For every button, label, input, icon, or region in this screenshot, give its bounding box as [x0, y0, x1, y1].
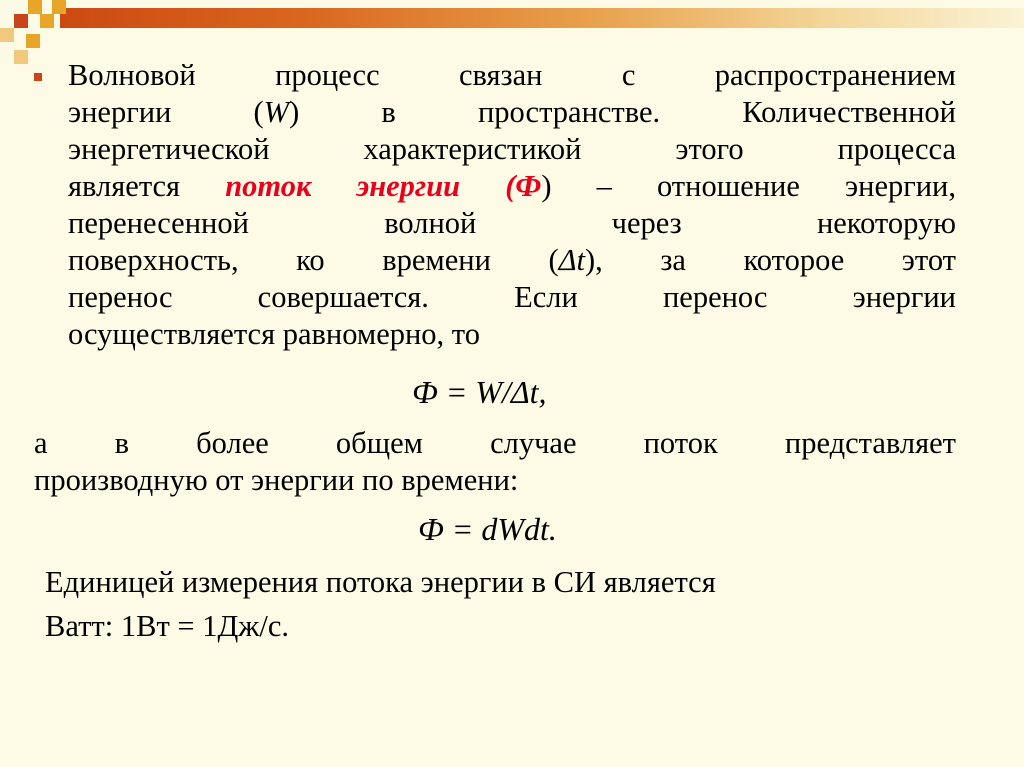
highlight-term: поток энергии (Ф [225, 169, 542, 203]
header-decoration-bar [60, 8, 1024, 28]
paragraph-energy-flow: Волновой процесс связан с распространением энергии (W) в пространстве. Количественной энергетической характеристикой этого процесса является поток энергии (Ф) – отношение энергии, перенесенной волной через некоторую поверхность, ко времени (Δt), за которое этот перенос совершается. Если перенос энергии осуществляется равномерно, то [68, 58, 957, 351]
formula-flux-derivative: Ф = dWdt. [418, 511, 557, 547]
p1-line-1: Волновой процесс связан с распространением [68, 58, 956, 92]
bullet-marker [34, 73, 42, 81]
paragraph-si-unit: Единицей измерения потока энергии в СИ является Ватт: 1Вт = 1Дж/с. [45, 565, 716, 643]
paragraph-derivative: а в более общем случае поток представляет производную от энергии по времени: [34, 426, 956, 497]
formula-flux-uniform: Ф = W/Δt, [412, 374, 547, 410]
